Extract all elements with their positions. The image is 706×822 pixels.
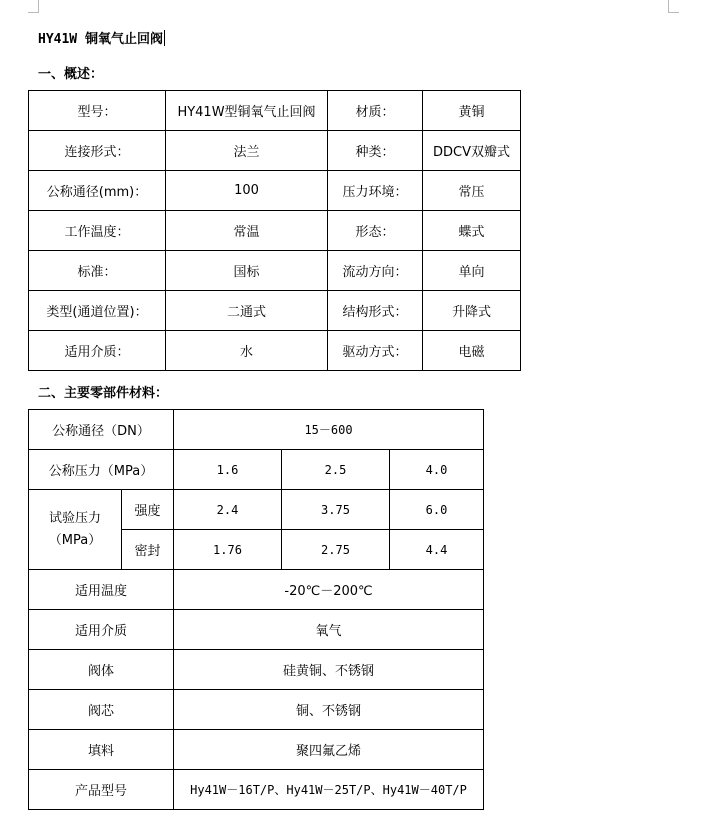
packing-label: 填料 bbox=[29, 730, 174, 770]
table-row bbox=[29, 291, 521, 331]
strength-value: 2.4 bbox=[174, 490, 282, 530]
spec-value: 二通式 bbox=[166, 291, 328, 331]
test-pressure-unit: （MPa） bbox=[48, 532, 102, 548]
page-corner-mark bbox=[668, 12, 679, 13]
table-row bbox=[29, 490, 484, 530]
model-value: Hy41W－16T/P、Hy41W－25T/P、Hy41W－40T/P bbox=[174, 770, 484, 810]
dn-label: 公称通径（DN） bbox=[29, 410, 174, 450]
seal-value: 2.75 bbox=[282, 530, 390, 570]
pn-value: 2.5 bbox=[282, 450, 390, 490]
seal-value: 4.4 bbox=[390, 530, 484, 570]
dn-value: 15－600 bbox=[174, 410, 484, 450]
table-row bbox=[29, 770, 484, 810]
core-value: 铜、不锈钢 bbox=[174, 690, 484, 730]
strength-value: 6.0 bbox=[390, 490, 484, 530]
table-row bbox=[29, 171, 521, 211]
spec-label: 标准： bbox=[29, 251, 166, 291]
table-row bbox=[29, 650, 484, 690]
table-row bbox=[29, 211, 521, 251]
model-label: 产品型号 bbox=[29, 770, 174, 810]
packing-value: 聚四氟乙烯 bbox=[174, 730, 484, 770]
spec-value: 水 bbox=[166, 331, 328, 371]
table-row bbox=[29, 570, 484, 610]
spec-value: 国标 bbox=[166, 251, 328, 291]
test-pressure-label bbox=[29, 490, 122, 570]
medium-value: 氧气 bbox=[174, 610, 484, 650]
spec-value: 电磁 bbox=[423, 331, 521, 371]
spec-value: 常压 bbox=[423, 171, 521, 211]
table-row bbox=[29, 91, 521, 131]
body-label: 阀体 bbox=[29, 650, 174, 690]
spec-value: 升降式 bbox=[423, 291, 521, 331]
spec-value: DDCV双瓣式 bbox=[423, 131, 521, 171]
table-row bbox=[29, 331, 521, 371]
table-row bbox=[29, 251, 521, 291]
section-heading-overview: 一、概述： bbox=[38, 67, 104, 82]
table-row bbox=[29, 690, 484, 730]
spec-value: 常温 bbox=[166, 211, 328, 251]
seal-label: 密封 bbox=[122, 530, 174, 570]
spec-table bbox=[28, 90, 521, 371]
page-corner-mark bbox=[668, 0, 669, 12]
spec-label: 适用介质： bbox=[29, 331, 166, 371]
seal-value: 1.76 bbox=[174, 530, 282, 570]
text-cursor bbox=[164, 30, 165, 46]
table-row bbox=[29, 131, 521, 171]
strength-value: 3.75 bbox=[282, 490, 390, 530]
document-title[interactable] bbox=[38, 28, 165, 47]
spec-value: HY41W型铜氧气止回阀 bbox=[166, 91, 328, 131]
table-row bbox=[29, 450, 484, 490]
spec-value: 蝶式 bbox=[423, 211, 521, 251]
spec-label: 结构形式： bbox=[328, 291, 423, 331]
title-code: HY41W bbox=[38, 32, 78, 47]
pn-value: 4.0 bbox=[390, 450, 484, 490]
page-corner-mark bbox=[28, 12, 39, 13]
temp-label: 适用温度 bbox=[29, 570, 174, 610]
spec-label: 类型(通道位置)： bbox=[29, 291, 166, 331]
spec-label: 驱动方式： bbox=[328, 331, 423, 371]
body-value: 硅黄铜、不锈钢 bbox=[174, 650, 484, 690]
temp-value: -20℃－200℃ bbox=[174, 570, 484, 610]
spec-label: 压力环境： bbox=[328, 171, 423, 211]
page-corner-mark bbox=[38, 0, 39, 12]
title-text: 铜氧气止回阀 bbox=[84, 32, 163, 47]
spec-label: 材质： bbox=[328, 91, 423, 131]
spec-label: 连接形式： bbox=[29, 131, 166, 171]
spec-label: 流动方向： bbox=[328, 251, 423, 291]
test-pressure-label-line: 试验压力 bbox=[48, 510, 101, 526]
pn-label: 公称压力（MPa） bbox=[29, 450, 174, 490]
spec-label: 型号： bbox=[29, 91, 166, 131]
table-row bbox=[29, 610, 484, 650]
section-heading-materials: 二、主要零部件材料： bbox=[38, 386, 169, 401]
table-row bbox=[29, 730, 484, 770]
materials-table bbox=[28, 409, 484, 810]
spec-value: 100 bbox=[166, 171, 328, 211]
medium-label: 适用介质 bbox=[29, 610, 174, 650]
spec-value: 法兰 bbox=[166, 131, 328, 171]
pn-value: 1.6 bbox=[174, 450, 282, 490]
table-row bbox=[29, 410, 484, 450]
spec-label: 种类： bbox=[328, 131, 423, 171]
spec-value: 单向 bbox=[423, 251, 521, 291]
spec-value: 黄铜 bbox=[423, 91, 521, 131]
spec-label: 公称通径(mm)： bbox=[29, 171, 166, 211]
strength-label: 强度 bbox=[122, 490, 174, 530]
spec-label: 工作温度： bbox=[29, 211, 166, 251]
spec-label: 形态： bbox=[328, 211, 423, 251]
core-label: 阀芯 bbox=[29, 690, 174, 730]
